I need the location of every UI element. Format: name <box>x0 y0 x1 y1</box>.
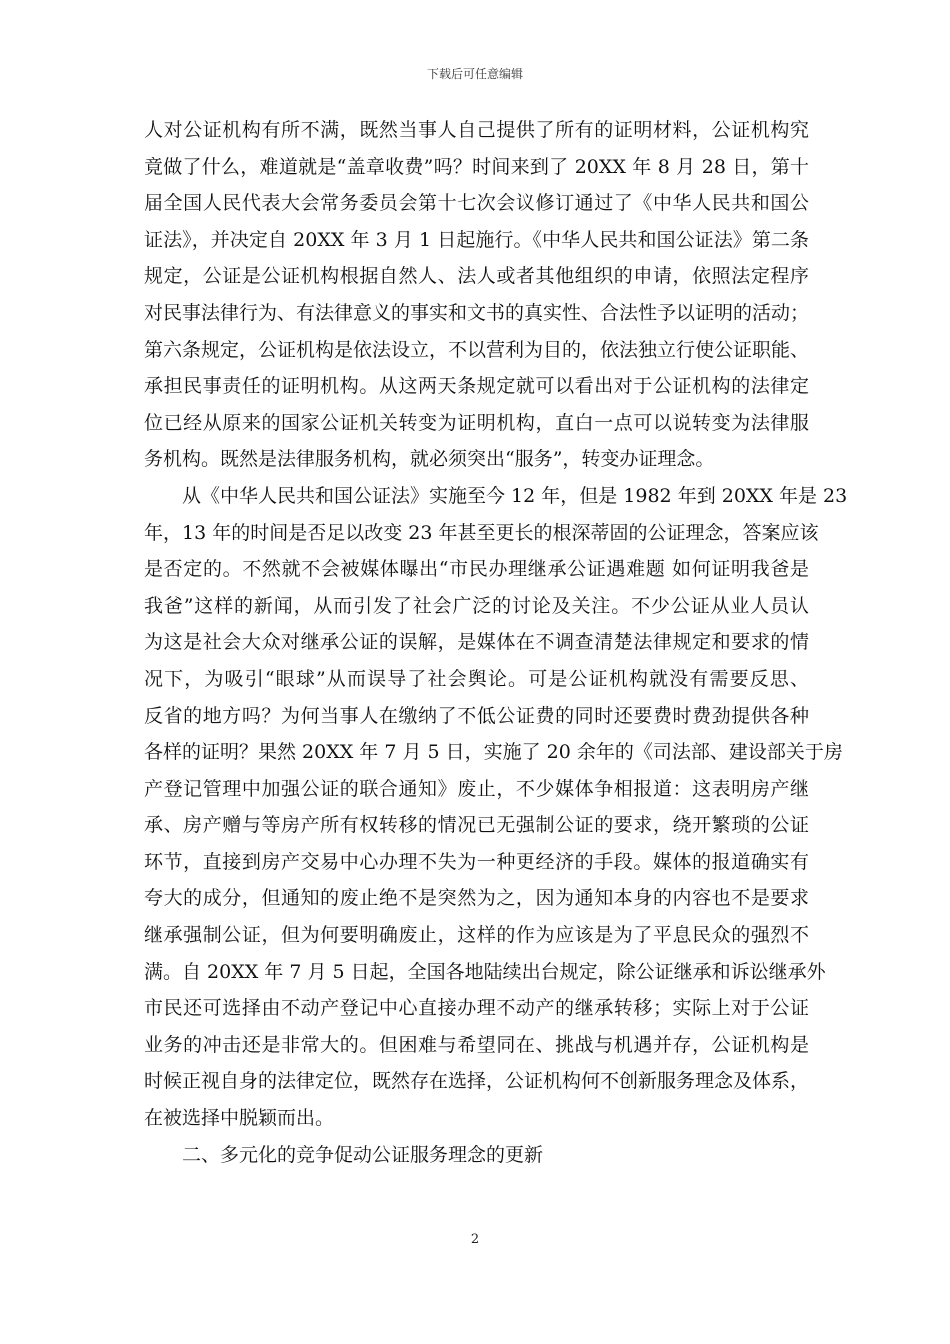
text-line: 承、房产赠与等房产所有权转移的情况已无强制公证的要求，绕开繁琐的公证 <box>144 814 809 837</box>
text-line: 务机构。既然是法律服务机构，就必须突出“服务”，转变办证理念。 <box>144 448 715 471</box>
text-line: 况下，为吸引“眼球”从而误导了社会舆论。可是公证机构就没有需要反思、 <box>144 667 809 690</box>
text-line: 满。自 20XX 年 7 月 5 日起，全国各地陆续出台规定，除公证继承和诉讼继承外 <box>144 960 826 983</box>
page-header: 下载后可任意编辑 <box>426 67 523 81</box>
text-line: 市民还可选择由不动产登记中心直接办理不动产的继承转移；实际上对于公证 <box>144 997 809 1020</box>
section-heading <box>144 1137 809 1174</box>
text-line: 第六条规定，公证机构是依法设立，不以营利为目的，依法独立行使公证职能、 <box>144 338 810 361</box>
text-line: 业务的冲击还是非常大的。但困难与希望同在、挑战与机遇并存，公证机构是 <box>144 1033 809 1056</box>
text-line: 年，13 年的时间是否足以改变 23 年甚至更长的根深蒂固的公证理念，答案应该 <box>144 521 819 544</box>
paragraph <box>144 478 848 1137</box>
text-line: 位已经从原来的国家公证机关转变为证明机构，直白一点可以说转变为法律服 <box>144 411 809 434</box>
text-line: 证法》，并决定自 20XX 年 3 月 1 日起施行。《中华人民共和国公证法》第二条 <box>144 228 809 251</box>
text-line: 承担民事责任的证明机构。从这两天条规定就可以看出对于公证机构的法律定 <box>144 375 809 398</box>
text-line: 是否定的。不然就不会被媒体曝出“市民办理继承公证遇难题 如何证明我爸是 <box>144 558 809 581</box>
text-line: 二、多元化的竞争促动公证服务理念的更新 <box>182 1143 544 1166</box>
text-line: 在被选择中脱颖而出。 <box>144 1107 335 1130</box>
text-line: 各样的证明？果然 20XX 年 7 月 5 日，实施了 20 余年的《司法部、建设部关于房 <box>144 741 843 764</box>
text-line: 规定，公证是公证机构根据自然人、法人或者其他组织的申请，依照法定程序 <box>144 265 809 288</box>
text-line: 人对公证机构有所不满，既然当事人自己提供了所有的证明材料，公证机构究 <box>144 119 809 141</box>
text-line: 从《中华人民共和国公证法》实施至今 12 年，但是 1982 年到 20XX 年是 23 <box>182 484 848 507</box>
document-body <box>144 112 848 1173</box>
text-line: 反省的地方吗？为何当事人在缴纳了不低公证费的同时还要费时费劲提供各种 <box>144 704 809 727</box>
text-line: 对民事法律行为、有法律意义的事实和文书的真实性、合法性予以证明的活动； <box>144 301 810 324</box>
text-line: 时候正视自身的法律定位，既然存在选择，公证机构何不创新服务理念及体系， <box>144 1070 810 1093</box>
text-line: 竟做了什么，难道就是“盖章收费”吗？时间来到了 20XX 年 8 月 28 日，第十 <box>144 155 809 178</box>
text-line: 环节，直接到房产交易中心办理不失为一种更经济的手段。媒体的报道确实有 <box>144 850 809 873</box>
text-line: 夸大的成分，但通知的废止绝不是突然为之，因为通知本身的内容也不是要求 <box>144 887 809 910</box>
text-line: 为这是社会大众对继承公证的误解，是媒体在不调查清楚法律规定和要求的情 <box>144 631 809 654</box>
page-number: 2 <box>470 1232 480 1247</box>
text-line: 继承强制公证，但为何要明确废止，这样的作为应该是为了平息民众的强烈不 <box>144 924 809 947</box>
text-line: 我爸”这样的新闻，从而引发了社会广泛的讨论及关注。不少公证从业人员认 <box>144 594 809 617</box>
text-line: 产登记管理中加强公证的联合通知》废止，不少媒体争相报道：这表明房产继 <box>144 777 809 800</box>
text-line: 届全国人民代表大会常务委员会第十七次会议修订通过了《中华人民共和国公 <box>144 192 809 215</box>
paragraph <box>144 112 809 478</box>
